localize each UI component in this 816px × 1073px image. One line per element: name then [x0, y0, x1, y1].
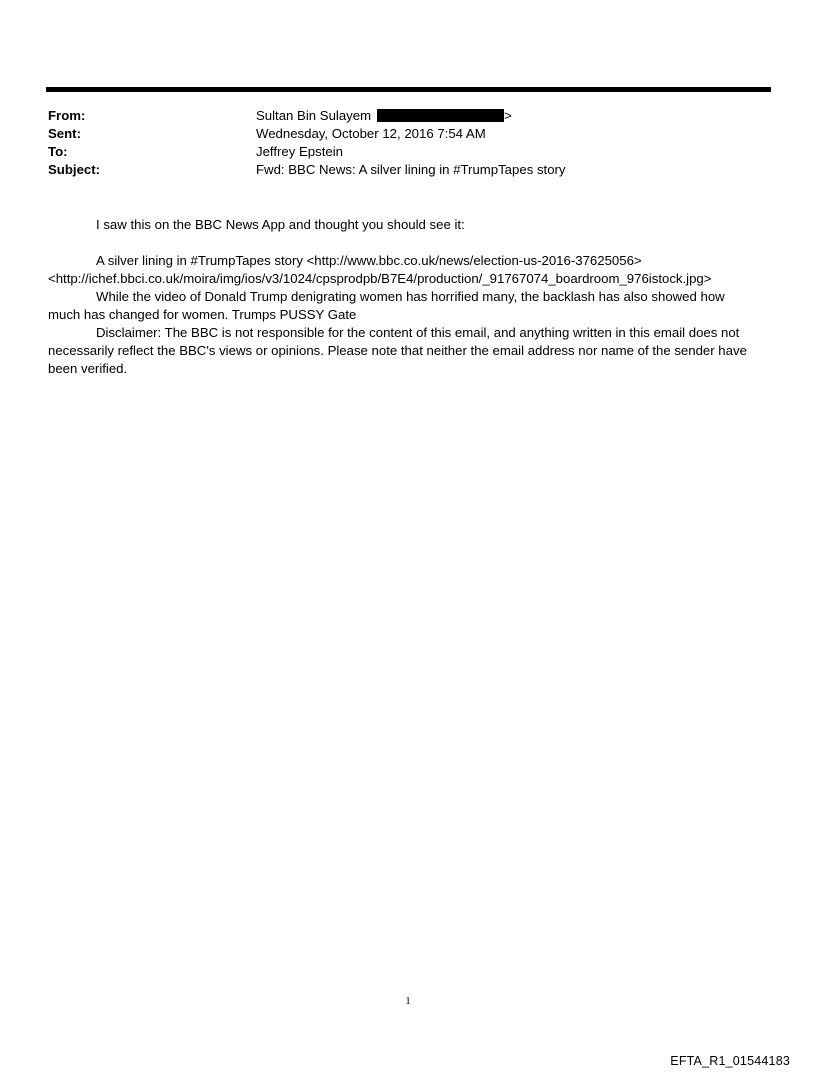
from-row: [48, 107, 768, 125]
to-value: Jeffrey Epstein: [256, 144, 343, 159]
subject-value: Fwd: BBC News: A silver lining in #TrumpTapes story: [256, 162, 566, 177]
from-value: [256, 107, 768, 125]
intro-paragraph: I saw this on the BBC News App and thought you should see it:: [96, 217, 465, 232]
subject-row: [48, 161, 768, 179]
sender-address-end: >: [504, 108, 512, 123]
subject-label: Subject:: [48, 162, 101, 177]
sent-value: Wednesday, October 12, 2016 7:54 AM: [256, 126, 486, 141]
document-id: EFTA_R1_01544183: [670, 1054, 790, 1068]
summary-paragraph: While the video of Donald Trump denigrating women has horrified many, the backlash has also showed how much has changed for women. Trumps PUSSY Gate: [48, 289, 725, 322]
sent-label: Sent:: [48, 126, 81, 141]
image-link-line: <http://ichef.bbci.co.uk/moira/img/ios/v3/1024/cpsprodpb/B7E4/production/_91767074_boardroom_976istock.jpg>: [48, 271, 712, 286]
page-number: 1: [405, 995, 411, 1007]
to-row: [48, 143, 768, 161]
to-label: To:: [48, 144, 68, 159]
story-link-line: A silver lining in #TrumpTapes story <http://www.bbc.co.uk/news/election-us-2016-37625056>: [96, 253, 642, 268]
redaction-box: [377, 109, 504, 122]
from-label: From:: [48, 108, 86, 123]
email-header: [48, 107, 768, 179]
sent-row: [48, 125, 768, 143]
header-rule: [46, 87, 771, 92]
email-body: [48, 216, 760, 378]
disclaimer-paragraph: Disclaimer: The BBC is not responsible for the content of this email, and anything written in this email does not necessarily reflect the BBC's views or opinions. Please note that neither the email address nor name of the sender have been verified.: [48, 325, 747, 376]
sender-name: Sultan Bin Sulayem: [256, 108, 372, 123]
